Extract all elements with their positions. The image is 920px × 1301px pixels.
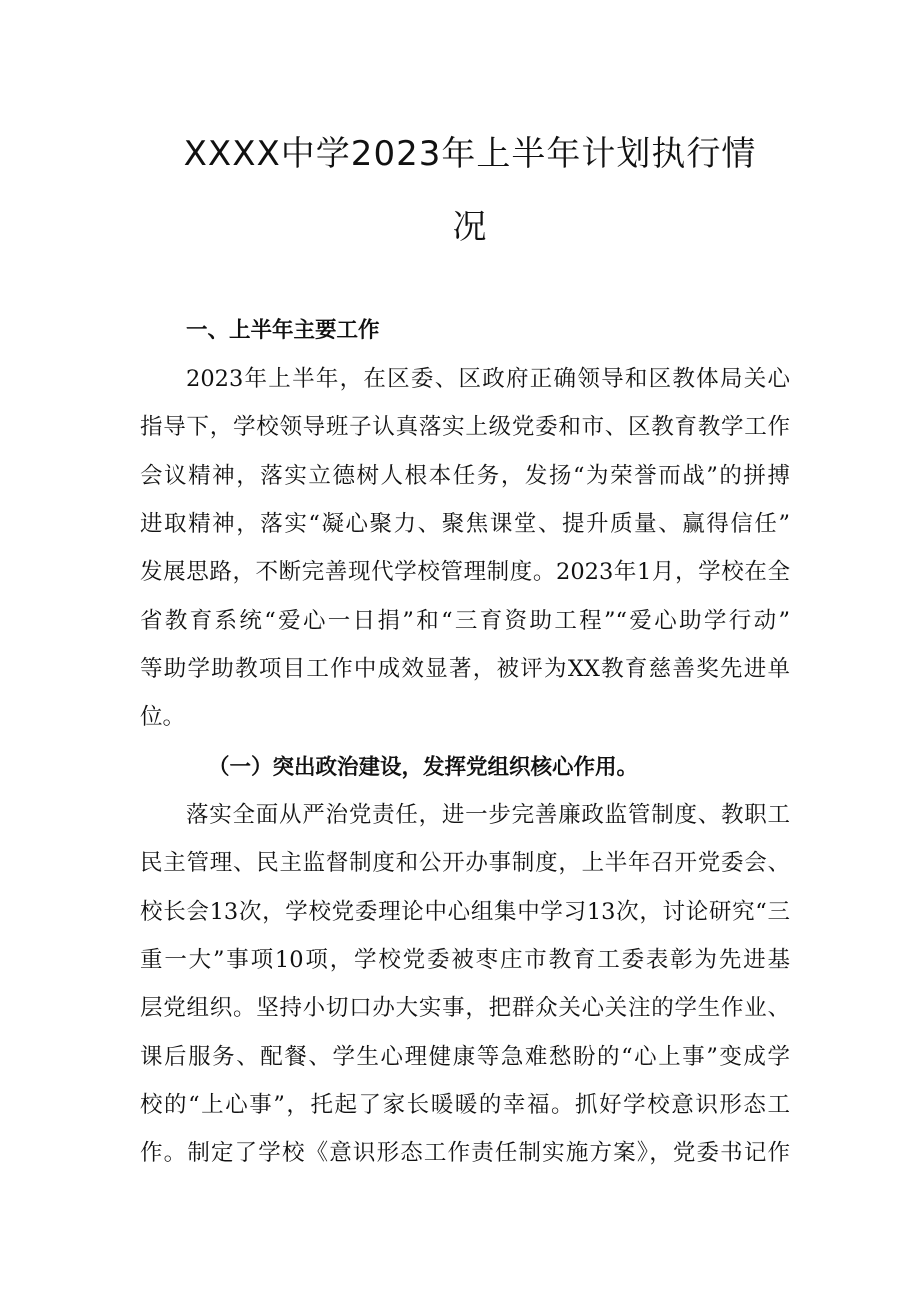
- document-title-line-1: XXXX中学2023年上半年计划执行情: [183, 134, 757, 174]
- paragraph-1-line: 进取精神，落实“凝心聚力、聚焦课堂、提升质量、赢得信任”: [140, 511, 790, 537]
- paragraph-1-line: 位。: [140, 704, 186, 730]
- paragraph-1-line: 2023年上半年，在区委、区政府正确领导和区教体局关心: [186, 366, 790, 392]
- subsection-heading: （一）突出政治建设，发挥党组织核心作用。: [208, 755, 639, 780]
- paragraph-2-line: 层党组织。坚持小切口办大实事，把群众关心关注的学生作业、: [140, 995, 790, 1021]
- paragraph-1-line: 等助学助教项目工作中成效显著，被评为XX教育慈善奖先进单: [140, 656, 790, 682]
- document-title-line-2: 况: [452, 207, 488, 247]
- paragraph-2-line: 落实全面从严治党责任，进一步完善廉政监管制度、教职工: [186, 802, 790, 828]
- paragraph-2-line: 民主管理、民主监督制度和公开办事制度，上半年召开党委会、: [140, 850, 790, 876]
- paragraph-2-line: 校的“上心事”，托起了家长暖暖的幸福。抓好学校意识形态工: [140, 1092, 790, 1118]
- section-heading: 一、上半年主要工作: [186, 318, 380, 343]
- paragraph-1-line: 省教育系统“爱心一日捐”和“三育资助工程”“爱心助学行动”: [140, 608, 790, 634]
- paragraph-2-line: 作。制定了学校《意识形态工作责任制实施方案》，党委书记作: [140, 1140, 790, 1166]
- paragraph-1-line: 会议精神，落实立德树人根本任务，发扬“为荣誉而战”的拼搏: [140, 463, 790, 489]
- paragraph-2-line: 课后服务、配餐、学生心理健康等急难愁盼的“心上事”变成学: [140, 1044, 790, 1070]
- paragraph-2-line: 校长会13次，学校党委理论中心组集中学习13次，讨论研究“三: [140, 899, 790, 925]
- paragraph-1-line: 指导下，学校领导班子认真落实上级党委和市、区教育教学工作: [140, 414, 790, 440]
- paragraph-2-line: 重一大”事项10项，学校党委被枣庄市教育工委表彰为先进基: [140, 947, 790, 973]
- paragraph-1-line: 发展思路，不断完善现代学校管理制度。2023年1月，学校在全: [140, 559, 790, 585]
